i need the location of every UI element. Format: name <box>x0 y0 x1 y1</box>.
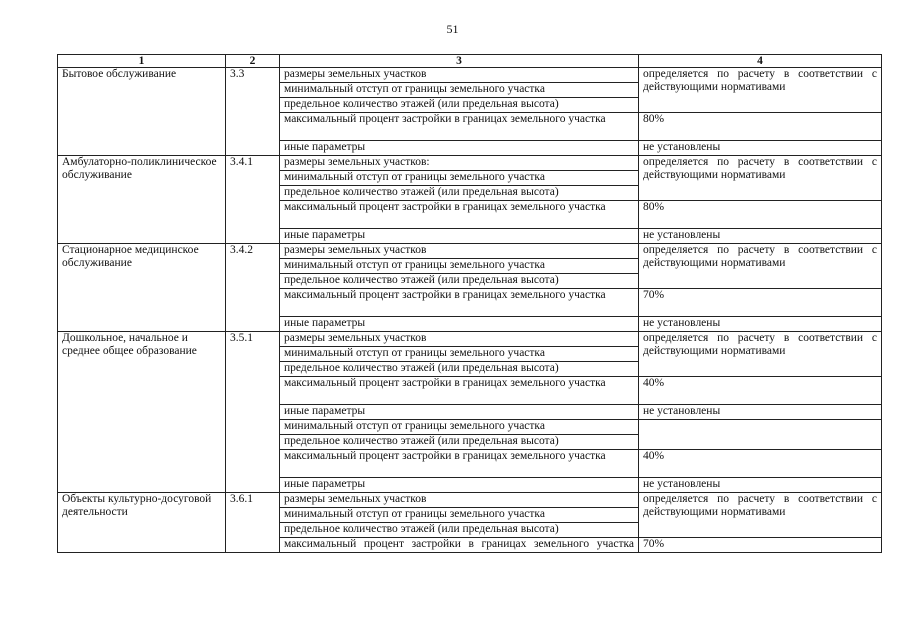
value-cell: 40% <box>639 377 882 405</box>
value-cell: не установлены <box>639 229 882 244</box>
param-cell: иные параметры <box>280 317 639 332</box>
value-cell-empty <box>639 420 882 450</box>
param-cell: минимальный отступ от границы земельного участка <box>280 420 639 435</box>
param-cell: предельное количество этажей (или предельная высота) <box>280 186 639 201</box>
value-cell: не установлены <box>639 317 882 332</box>
param-cell: предельное количество этажей (или предельная высота) <box>280 98 639 113</box>
use-name-cell: Объекты культурно-досуговой деятельности <box>58 493 226 553</box>
param-cell: иные параметры <box>280 229 639 244</box>
param-cell: минимальный отступ от границы земельного участка <box>280 508 639 523</box>
use-name-cell: Дошкольное, начальное и среднее общее образование <box>58 332 226 493</box>
header-cell-1: 1 <box>58 55 226 68</box>
param-cell: размеры земельных участков: <box>280 156 639 171</box>
value-cell: 40% <box>639 450 882 478</box>
value-cell: определяется по расчету в соответствии с действующими нормативами <box>639 493 882 538</box>
param-cell: предельное количество этажей (или предельная высота) <box>280 274 639 289</box>
value-cell: не установлены <box>639 478 882 493</box>
table-row <box>58 332 882 347</box>
header-cell-4: 4 <box>639 55 882 68</box>
value-cell: определяется по расчету в соответствии с действующими нормативами <box>639 156 882 201</box>
param-cell: размеры земельных участков <box>280 68 639 83</box>
use-code-cell: 3.4.1 <box>226 156 280 244</box>
param-cell: максимальный процент застройки в границах земельного участка <box>280 113 639 141</box>
use-name-cell: Стационарное медицинское обслуживание <box>58 244 226 332</box>
param-cell: размеры земельных участков <box>280 332 639 347</box>
header-cell-2: 2 <box>226 55 280 68</box>
param-cell: размеры земельных участков <box>280 244 639 259</box>
param-cell: максимальный процент застройки в границах земельного участка <box>280 377 639 405</box>
table-row <box>58 244 882 259</box>
value-cell: определяется по расчету в соответствии с действующими нормативами <box>639 68 882 113</box>
param-cell: максимальный процент застройки в границах земельного участка <box>280 289 639 317</box>
use-name-cell: Бытовое обслуживание <box>58 68 226 156</box>
table-row <box>58 493 882 508</box>
value-cell: не установлены <box>639 141 882 156</box>
value-cell: определяется по расчету в соответствии с действующими нормативами <box>639 332 882 377</box>
param-cell: предельное количество этажей (или предельная высота) <box>280 362 639 377</box>
header-row <box>58 55 882 68</box>
param-cell: минимальный отступ от границы земельного участка <box>280 83 639 98</box>
use-code-cell: 3.5.1 <box>226 332 280 493</box>
param-cell: иные параметры <box>280 405 639 420</box>
regulations-table <box>57 54 882 553</box>
value-cell: 70% <box>639 538 882 553</box>
table-row <box>58 156 882 171</box>
header-cell-3: 3 <box>280 55 639 68</box>
param-cell: иные параметры <box>280 478 639 493</box>
use-name-cell: Амбулаторно-поликлиническое обслуживание <box>58 156 226 244</box>
param-cell: минимальный отступ от границы земельного участка <box>280 347 639 362</box>
param-cell: иные параметры <box>280 141 639 156</box>
use-code-cell: 3.3 <box>226 68 280 156</box>
param-cell: размеры земельных участков <box>280 493 639 508</box>
param-cell: минимальный отступ от границы земельного участка <box>280 171 639 186</box>
value-cell: не установлены <box>639 405 882 420</box>
param-cell: максимальный процент застройки в границах земельного участка <box>280 201 639 229</box>
use-code-cell: 3.4.2 <box>226 244 280 332</box>
value-cell: определяется по расчету в соответствии с действующими нормативами <box>639 244 882 289</box>
table-row <box>58 68 882 83</box>
param-cell: максимальный процент застройки в границах земельного участка <box>280 538 639 553</box>
param-cell: максимальный процент застройки в границах земельного участка <box>280 450 639 478</box>
value-cell: 70% <box>639 289 882 317</box>
param-cell: предельное количество этажей (или предельная высота) <box>280 435 639 450</box>
value-cell: 80% <box>639 113 882 141</box>
param-cell: минимальный отступ от границы земельного участка <box>280 259 639 274</box>
value-cell: 80% <box>639 201 882 229</box>
use-code-cell: 3.6.1 <box>226 493 280 553</box>
page-number: 51 <box>446 22 459 36</box>
param-cell: предельное количество этажей (или предельная высота) <box>280 523 639 538</box>
